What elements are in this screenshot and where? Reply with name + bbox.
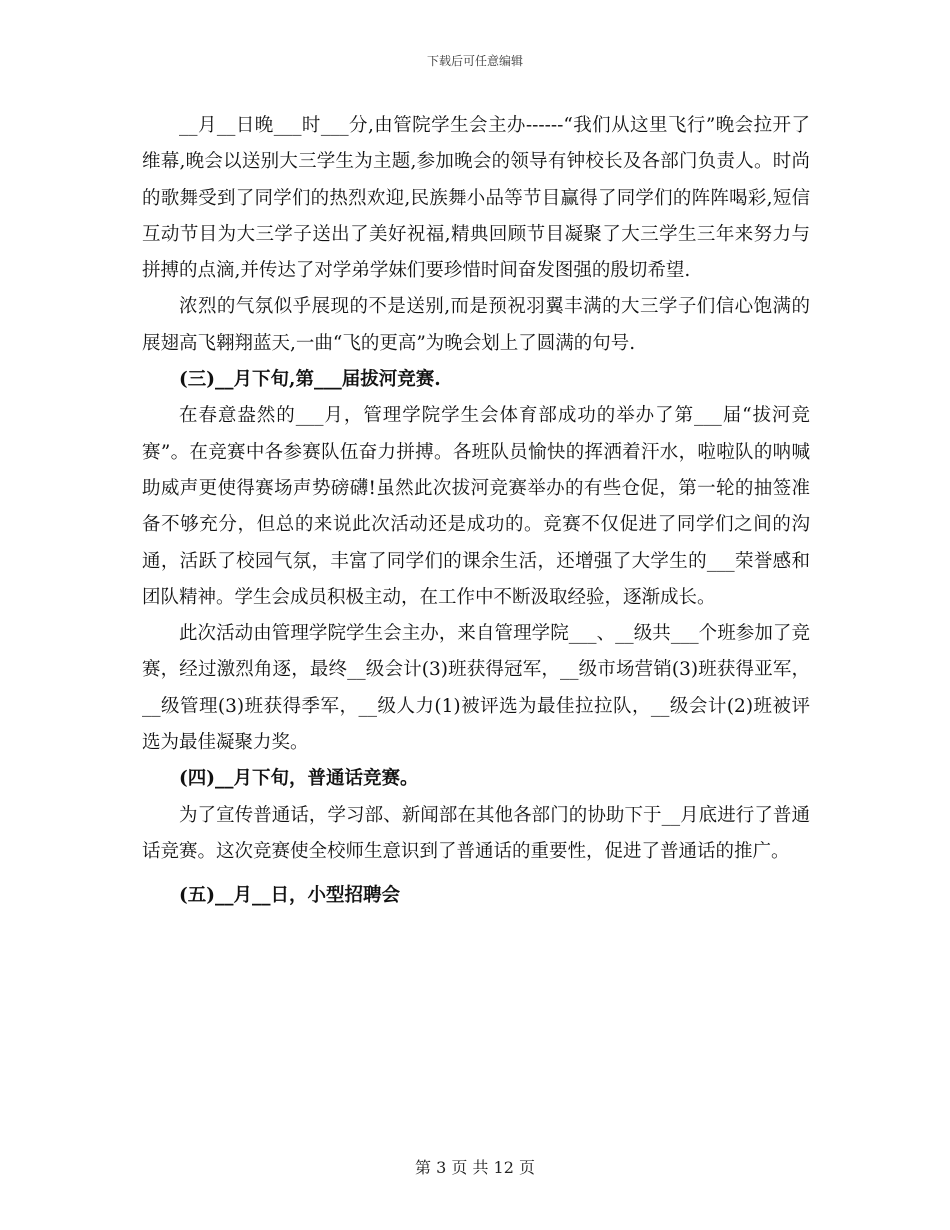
paragraph-tug-of-war: 在春意盎然的___月，管理学院学生会体育部成功的举办了第___届“拔河竞赛”。在竞赛中各参赛队伍奋力拼搏。各班队员愉快的挥洒着汗水，啦啦队的呐喊助威声更使得赛场声势磅礴!虽然此次拔河竞赛举办的有些仓促，第一轮的抽签准备不够充分，但总的来说此次活动还是成功的。竞赛不仅促进了同学们之间的沟通，活跃了校园气氛，丰富了同学们的课余生活，还增强了大学生的___荣誉感和团队精神。学生会成员积极主动，在工作中不断汲取经验，逐渐成长。	[142, 405, 810, 608]
paragraph-party-closing: 浓烈的气氛似乎展现的不是送别,而是预祝羽翼丰满的大三学子们信心饱满的展翅高飞翱翔蓝天,一曲“飞的更高”为晚会划上了圆满的句号.	[142, 296, 810, 354]
paragraph-mandarin-contest: 为了宣传普通话，学习部、新闻部在其他各部门的协助下于__月底进行了普通话竞赛。这次竞赛使全校师生意识到了普通话的重要性，促进了普通话的推广。	[142, 804, 810, 862]
paragraph-evening-party: __月__日晚___时___分,由管院学生会主办------“我们从这里飞行”晚会拉开了维幕,晚会以送别大三学生为主题,参加晚会的领导有钟校长及各部门负责人。时尚的歌舞受到了同学们的热烈欢迎,民族舞小品等节目赢得了同学们的阵阵喝彩,短信互动节目为大三学子送出了美好祝福,精典回顾节目凝聚了大三学生三年来努力与拼搏的点滴,并传达了对学弟学妹们要珍惜时间奋发图强的殷切希望.	[142, 115, 810, 282]
paragraph-tug-of-war-results: 此次活动由管理学院学生会主办，来自管理学院___、__级共___个班参加了竞赛，经过激烈角逐，最终__级会计(3)班获得冠军，__级市场营销(3)班获得亚军，__级管理(3)班获得季军，__级人力(1)被评选为最佳拉拉队，__级会计(2)班被评选为最佳凝聚力奖。	[142, 623, 810, 754]
section-heading-job-fair: (五)__月__日，小型招聘会	[179, 885, 401, 907]
page-header: 下载后可任意编辑	[426, 54, 523, 68]
section-heading-mandarin-contest: (四)__月下旬，普通话竞赛。	[179, 768, 419, 790]
section-heading-tug-of-war: (三)__月下旬,第___届拔河竞赛.	[179, 369, 441, 391]
document-body	[142, 108, 810, 915]
page-number: 第 3 页 共 12 页	[415, 1158, 535, 1177]
spacer	[142, 870, 810, 878]
